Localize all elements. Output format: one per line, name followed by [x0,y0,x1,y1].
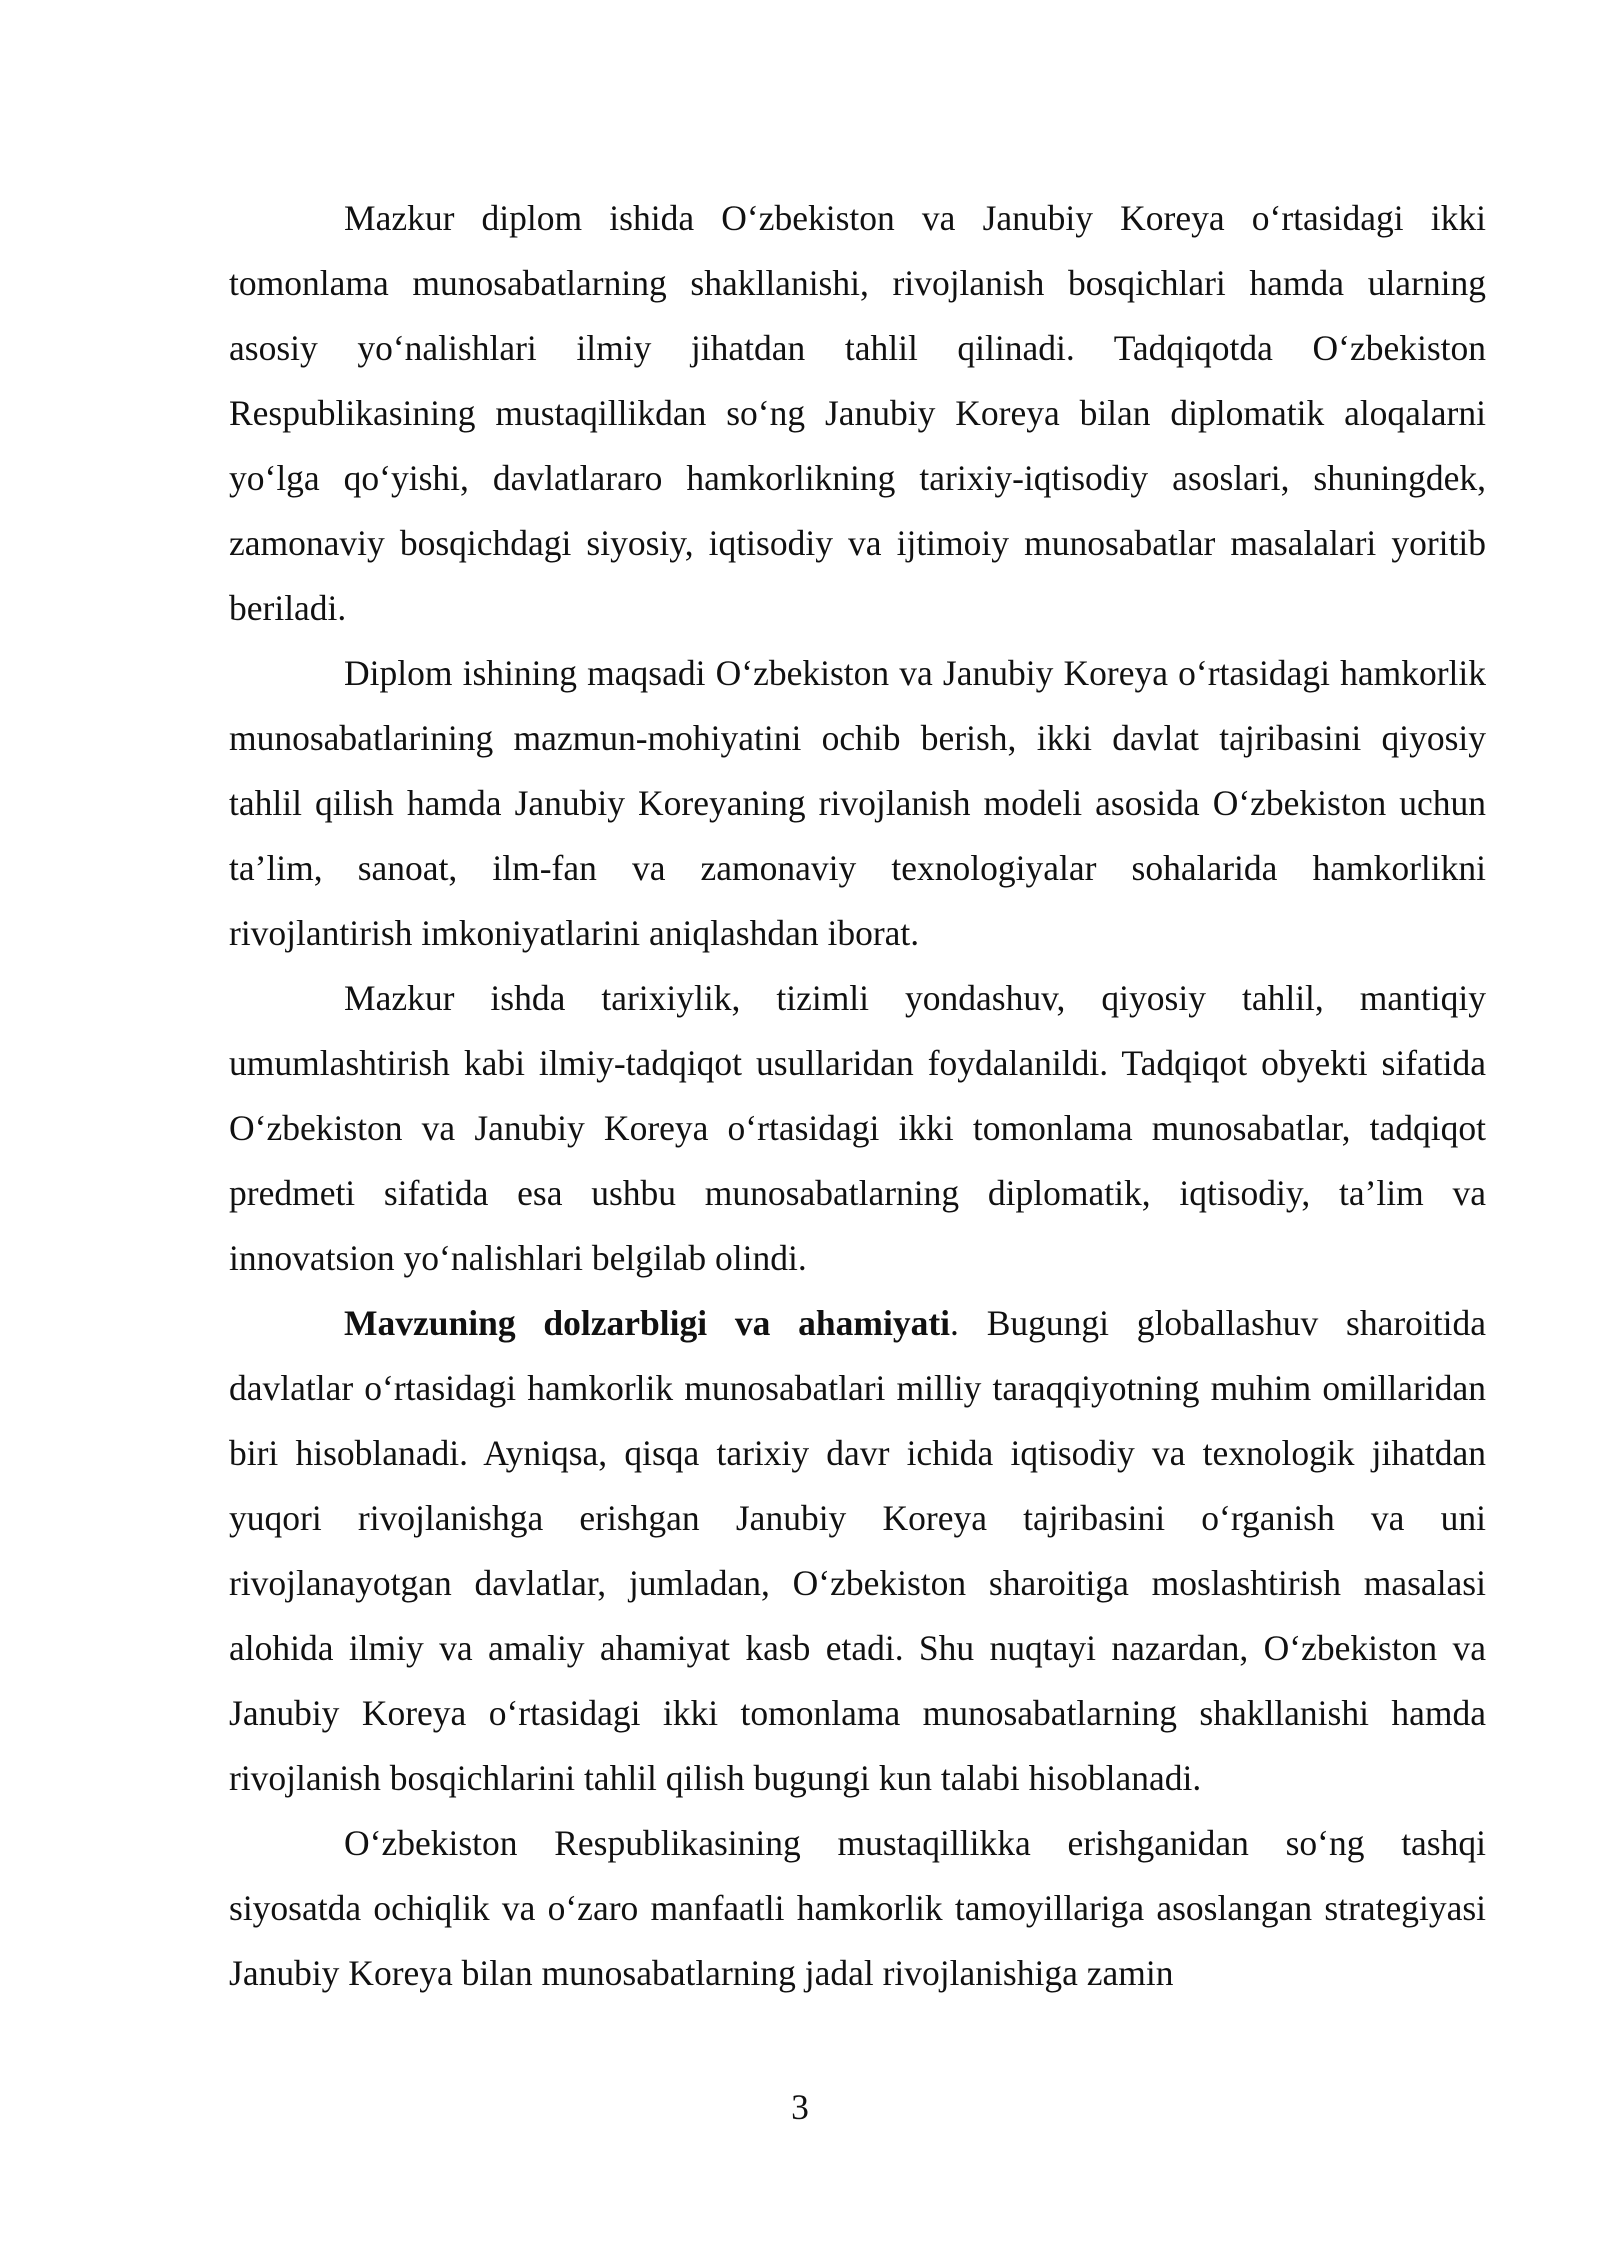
paragraph-5-text: O‘zbekiston Respublikasining mustaqillikka erishganidan so‘ng tashqi siyosatda ochiqlik va o‘zaro manfaatli hamkorlik tamoyillariga asoslangan strategiyasi Janubiy Koreya bilan munosabatlarning jadal rivojlanishiga zamin [229,1823,1486,1993]
paragraph-4-heading: Mavzuning dolzarbligi va ahamiyati [344,1303,951,1343]
paragraph-4-text: . Bugungi globallashuv sharoitida davlatlar o‘rtasidagi hamkorlik munosabatlari milliy taraqqiyotning muhim omillaridan biri hisoblanadi. Ayniqsa, qisqa tarixiy davr ichida iqtisodiy va texnologik jihatdan yuqori rivojlanishga erishgan Janubiy Koreya tajribasini o‘rganish va uni rivojlanayotgan davlatlar, jumladan, O‘zbekiston sharoitiga moslashtirish masalasi alohida ilmiy va amaliy ahamiyat kasb etadi. Shu nuqtayi nazardan, O‘zbekiston va Janubiy Koreya o‘rtasidagi ikki tomonlama munosabatlarning shakllanishi hamda rivojlanish bosqichlarini tahlil qilish bugungi kun talabi hisoblanadi. [229,1303,1486,1798]
paragraph-2-text: Diplom ishining maqsadi O‘zbekiston va Janubiy Koreya o‘rtasidagi hamkorlik munosabatlarining mazmun-mohiyatini ochib berish, ikki davlat tajribasini qiyosiy tahlil qilish hamda Janubiy Koreyaning rivojlanish modeli asosida O‘zbekiston uchun ta’lim, sanoat, ilm-fan va zamonaviy texnologiyalar sohalarida hamkorlikni rivojlantirish imkoniyatlarini aniqlashdan iborat. [229,653,1486,953]
paragraph-4 [229,1291,1486,1811]
page-number: 3 [791,2087,809,2127]
paragraph-5 [229,1811,1486,2006]
paragraph-1 [229,186,1486,641]
paragraph-2 [229,641,1486,966]
body-text [229,186,1486,2006]
paragraph-3 [229,966,1486,1291]
paragraph-1-text: Mazkur diplom ishida O‘zbekiston va Janubiy Koreya o‘rtasidagi ikki tomonlama munosabatlarning shakllanishi, rivojlanish bosqichlari hamda ularning asosiy yo‘nalishlari ilmiy jihatdan tahlil qilinadi. Tadqiqotda O‘zbekiston Respublikasining mustaqillikdan so‘ng Janubiy Koreya bilan diplomatik aloqalarni yo‘lga qo‘yishi, davlatlararo hamkorlikning tarixiy-iqtisodiy asoslari, shuningdek, zamonaviy bosqichdagi siyosiy, iqtisodiy va ijtimoiy munosabatlar masalalari yoritib beriladi. [229,198,1486,628]
paragraph-3-text: Mazkur ishda tarixiylik, tizimli yondashuv, qiyosiy tahlil, mantiqiy umumlashtirish kabi ilmiy-tadqiqot usullaridan foydalanildi. Tadqiqot obyekti sifatida O‘zbekiston va Janubiy Koreya o‘rtasidagi ikki tomonlama munosabatlar, tadqiqot predmeti sifatida esa ushbu munosabatlarning diplomatik, iqtisodiy, ta’lim va innovatsion yo‘nalishlari belgilab olindi. [229,978,1486,1278]
